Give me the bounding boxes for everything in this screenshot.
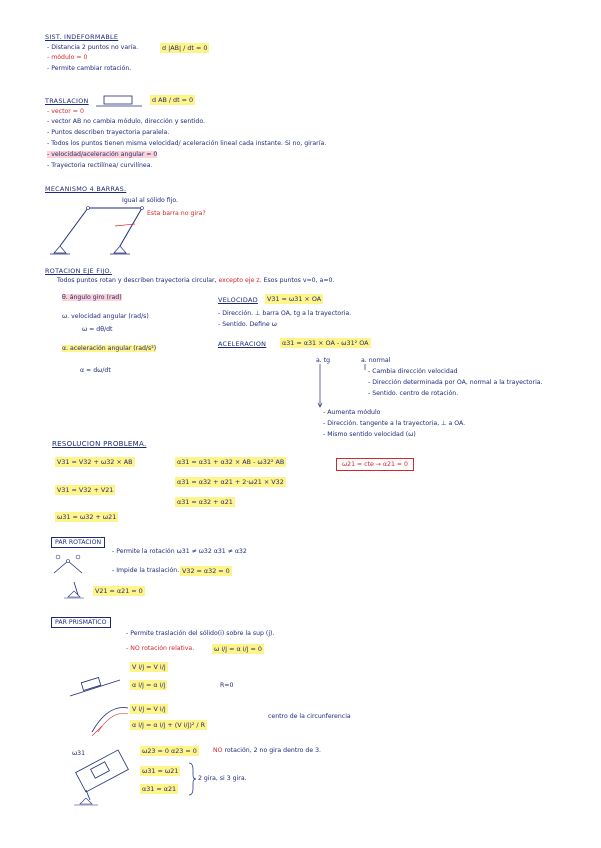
formula: V32 = α32 = 0 — [182, 567, 230, 575]
brace — [188, 762, 196, 796]
center-note: centro de la circunferencia — [268, 713, 351, 720]
list-item: - vector = 0 — [47, 108, 84, 115]
formula: V31 = V32 + ω32 × AB — [57, 458, 133, 466]
formula: V i/j = V i/j — [132, 705, 166, 713]
list-item: - Distancia 2 puntos no varía. — [47, 44, 139, 51]
formula: α31 = α32 + α21 + 2·ω21 × V32 — [177, 478, 284, 486]
velocidad-label: VELOCIDAD — [218, 296, 258, 304]
prismatic-rotating-diagram — [66, 752, 136, 808]
section-title-traslacion: TRASLACION — [45, 97, 89, 105]
omega-label: ω31 — [72, 750, 86, 757]
omega-def: ω. velocidad angular (rad/s) — [62, 313, 149, 320]
no-word: NO — [213, 747, 223, 754]
omega-formula: ω = dθ/dt — [82, 326, 113, 333]
list-item: - Permite cambiar rotación. — [47, 65, 132, 72]
formula: d AB / dt = 0 — [152, 96, 194, 104]
section-title-indeformable: SIST. INDEFORMABLE — [45, 33, 119, 41]
list-item: - vector AB no cambia módulo, dirección y sentido. — [47, 118, 205, 125]
tg-item: - Aumenta módulo — [323, 409, 381, 416]
vel-item: - Dirección. ⊥ barra OA, tg a la trayectoria. — [218, 310, 352, 317]
normal-item: - Dirección determinada por OA, normal a la trayectoria. — [368, 379, 543, 386]
section-title-par-prismatico: PAR PRISMATICO — [51, 617, 111, 628]
a-normal-label: a. normal — [361, 357, 391, 364]
alpha-formula: α = dω/dt — [80, 367, 111, 374]
annotation: Esta barra no gira? — [147, 210, 206, 217]
list-item: - Permite la rotación ω31 ≠ ω32 α31 ≠ α32 — [112, 548, 247, 555]
formula: ω31 = ω32 + ω21 — [57, 513, 117, 521]
acceleration-formula: α31 = α31 × OA - ω31² OA — [282, 339, 369, 347]
radius-note: R=0 — [220, 682, 234, 689]
prismatic-curved-diagram — [90, 702, 130, 738]
formula: α31 = α21 — [142, 785, 177, 793]
formula: ω i/j = α i/j = 0 — [214, 645, 262, 653]
list-item: - módulo = 0 — [47, 54, 88, 61]
translation-sketch — [96, 94, 142, 110]
formula-note — [213, 747, 321, 754]
velocity-formula: V31 = ω31 × OA — [267, 295, 322, 303]
formula: ω23 = 0 α23 = 0 — [142, 747, 197, 755]
formula: V i/j = V i/j — [132, 663, 166, 671]
highlighted-formula: ω21 = cte → α21 = 0 — [336, 458, 414, 471]
tg-item: - Dirección. tangente a la trayectoria, ⊥ a OA. — [323, 420, 466, 427]
formula: V31 = V32 + V21 — [57, 486, 114, 494]
annotation: Igual al sólido fijo. — [122, 197, 179, 204]
formula: ω31 = ω21 — [142, 767, 179, 775]
list-item: - Trayectoria rectilínea/ curvilínea. — [47, 162, 153, 169]
formula: α31 = α32 + α21 — [177, 498, 233, 506]
list-item: - velocidad/aceleración angular = 0 — [47, 151, 158, 158]
note-rest: rotación, 2 no gira dentro de 3. — [224, 747, 322, 754]
brace-note: 2 gira, si 3 gira. — [198, 775, 247, 782]
list-item: - Todos los puntos tienen misma velocidad/ aceleración lineal cada instante. Si no, giraría. — [47, 140, 327, 147]
theta-def: θ. ángulo giro (rad) — [62, 294, 122, 301]
normal-item: - Cambia dirección velocidad — [368, 368, 458, 375]
list-item: - Permite traslación del sólido(i) sobre la sup (j). — [126, 630, 275, 637]
a-tg-label: a. tg — [316, 357, 331, 364]
list-item: - Impide la traslación. — [112, 567, 180, 574]
section-title-resolucion: RESOLUCION PROBLEMA. — [52, 440, 147, 448]
formula: V21 = α21 = 0 — [95, 587, 143, 595]
intro-b: excepto eje z. — [218, 277, 262, 284]
section-title-mecanismo: MECANISMO 4 BARRAS. — [45, 185, 127, 193]
list-item: - NO rotación relativa. — [126, 645, 195, 652]
vel-item: - Sentido. Define ω — [218, 321, 277, 328]
normal-item: - Sentido. centro de rotación. — [368, 390, 459, 397]
alpha-def: α. aceleración angular (rad/s²) — [62, 345, 157, 352]
section-title-par-rotacion: PAR ROTACION — [51, 537, 105, 548]
list-item: - Puntos describen trayectoria paralela. — [47, 129, 170, 136]
formula: d |AB| / dt = 0 — [162, 44, 208, 52]
intro-c: Esos puntos v=0, a=0. — [263, 277, 335, 284]
prismatic-straight-diagram — [68, 670, 123, 700]
intro-text — [57, 277, 334, 284]
intro-a: Todos puntos rotan y describen trayectoria circular, — [57, 277, 217, 284]
aceleracion-label: ACELERACION — [218, 340, 267, 348]
tg-item: - Mismo sentido velocidad (ω) — [323, 431, 416, 438]
formula: α i/j = α i/j + (V i/j)² / R — [132, 721, 206, 729]
four-bar-mechanism-diagram — [40, 196, 160, 256]
section-title-rotacion: ROTACION EJE FIJO. — [45, 267, 112, 275]
formula: α31 = α31 + α32 × AB - ω32² AB — [177, 458, 285, 466]
formula: α i/j = α i/j — [132, 681, 166, 689]
